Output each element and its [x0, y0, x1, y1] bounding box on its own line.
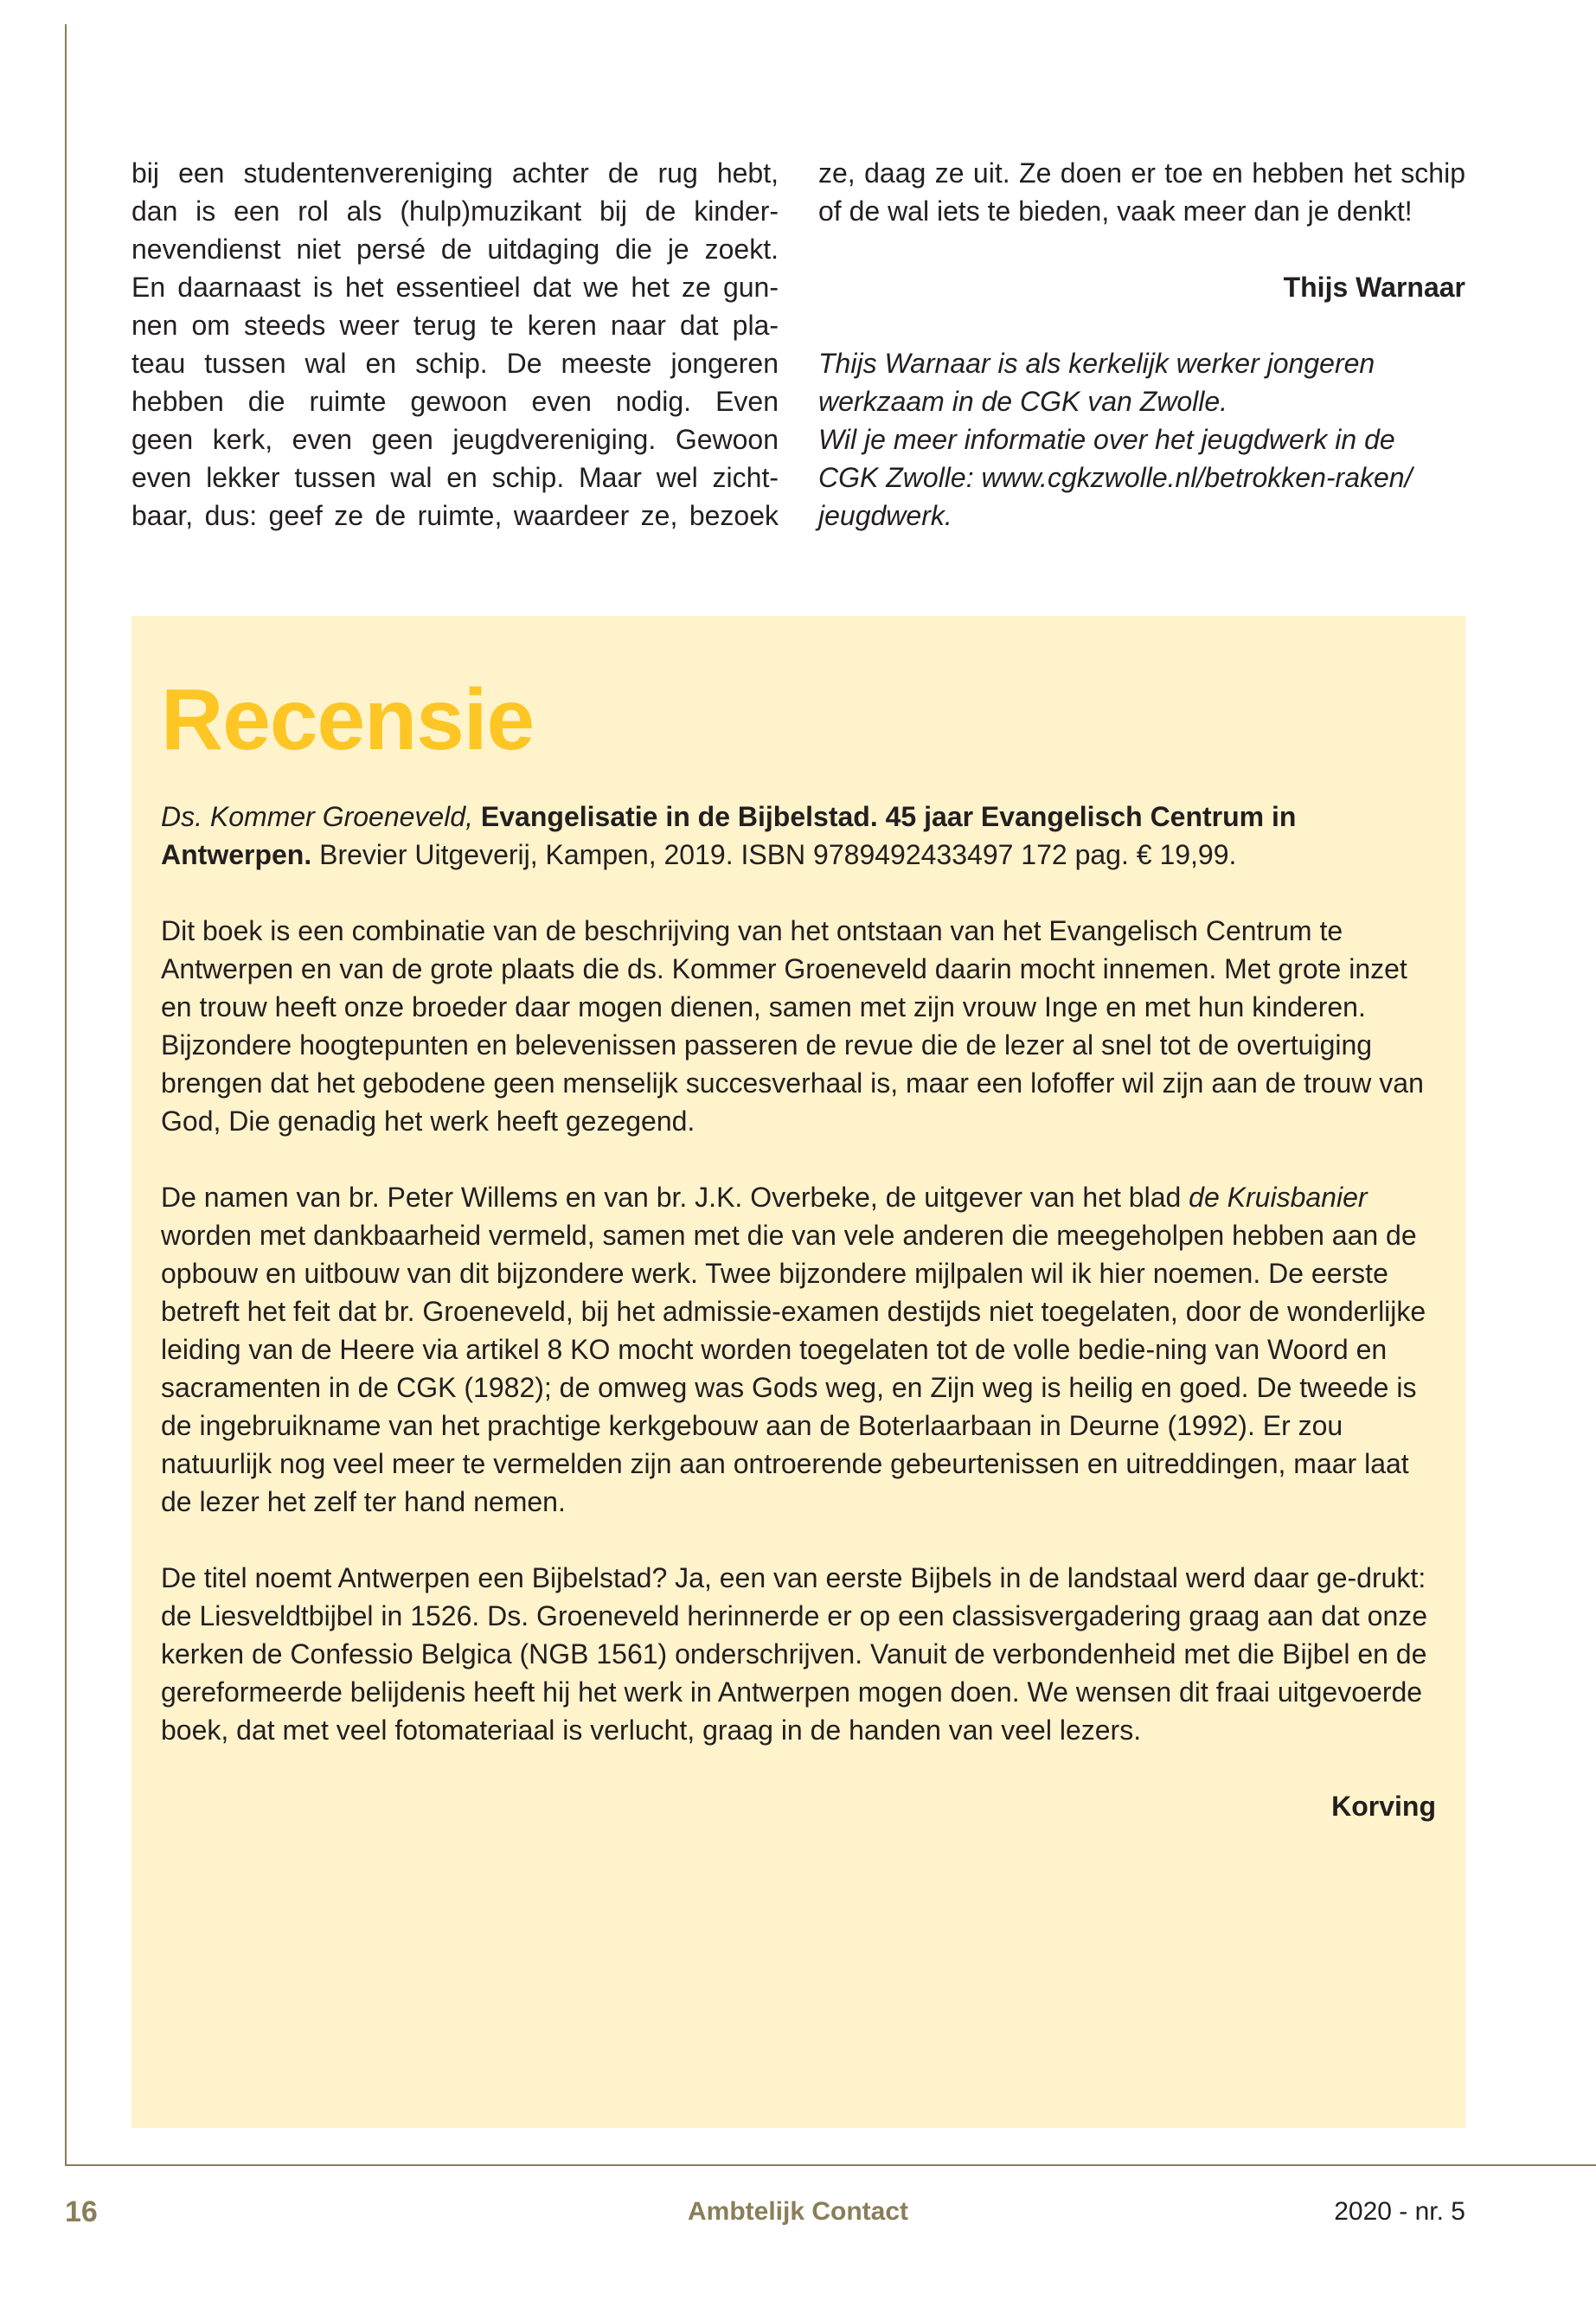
text-line: bij een studentenvereniging achter de rug hebt,	[131, 157, 779, 189]
review-paragraph	[161, 1178, 1436, 1521]
paragraph-text: De namen van br. Peter Willems en van br. J.K. Overbeke, de uitgever van het blad	[161, 1182, 1189, 1213]
text-line: En daarnaast is het essentieel dat we het ze gun-	[131, 272, 779, 303]
text-line: baar, dus: geef ze de ruimte, waardeer ze, bezoek	[131, 500, 779, 531]
magazine-name: Ambtelijk Contact	[687, 2197, 909, 2226]
text-line: nevendienst niet persé de uitdaging die je zoekt.	[131, 234, 779, 265]
book-citation	[161, 798, 1436, 874]
bio-line: jeugdwerk.	[818, 500, 952, 531]
magazine-title-italic: de Kruisbanier	[1189, 1182, 1368, 1213]
text-line: geen kerk, even geen jeugdvereniging. Gewoon	[131, 424, 779, 455]
review-body	[161, 798, 1436, 1863]
bio-line: Wil je meer informatie over het jeugdwerk in de	[818, 424, 1395, 455]
page-number: 16	[65, 2195, 98, 2228]
bio-line: Thijs Warnaar is als kerkelijk werker jongeren	[818, 348, 1375, 379]
bio-line: CGK Zwolle: www.cgkzwolle.nl/betrokken-raken/	[818, 462, 1413, 493]
text-line: ze, daag ze uit. Ze doen er toe en hebben het schip	[818, 157, 1465, 189]
author-bio	[818, 344, 1465, 535]
left-margin-rule	[65, 24, 67, 2166]
bio-line: werkzaam in de CGK van Zwolle.	[818, 386, 1228, 417]
text-line: teau tussen wal en schip. De meeste jongeren	[131, 348, 779, 379]
article-signature: Thijs Warnaar	[1283, 272, 1465, 303]
paragraph-text: worden met dankbaarheid vermeld, samen met die van vele anderen die meegeholpen hebben aan de opbouw en uitbouw van dit bijzondere werk. Twee bijzondere mijlpalen wil ik hier noemen. De eerste betreft het feit dat br. Groeneveld, bij het admissie-examen destijds niet toegelaten, door de wonderlijke leiding van de Heere via artikel 8 KO mocht worden toegelaten tot de volle bedie-ning van Woord en sacramenten in de CGK (1982); de omweg was Gods weg, en Zijn weg is heilig en goed. De tweede is de ingebruikname van het prachtige kerkgebouw aan de Boterlaarbaan in Deurne (1992). Er zou natuurlijk nog veel meer te vermelden zijn aan ontroerende gebeurtenissen en uitreddingen, maar laat de lezer het zelf ter hand nemen.	[161, 1220, 1426, 1517]
text-line: dan is een rol als (hulp)muzikant bij de kinder-	[131, 195, 779, 227]
book-publication: Brevier Uitgeverij, Kampen, 2019. ISBN 9789492433497 172 pag. € 19,99.	[319, 839, 1237, 870]
review-paragraph: De titel noemt Antwerpen een Bijbelstad? Ja, een van eerste Bijbels in de landstaal werd daar ge-drukt: de Liesveldtbijbel in 1526. Ds. Groeneveld herinnerde er op een classisvergadering graag aan dat onze kerken de Confessio Belgica (NGB 1561) onderschrijven. Vanuit de verbondenheid met die Bijbel en de gereformeerde belijdenis heeft hij het werk in Antwerpen mogen doen. We wensen dit fraai uitgevoerde boek, dat met veel fotomateriaal is verlucht, graag in de handen van veel lezers.	[161, 1562, 1428, 1746]
review-paragraph: Dit boek is een combinatie van de beschrijving van het ontstaan van het Evangelisch Centrum te Antwerpen en van de grote plaats die ds. Kommer Groeneveld daarin mocht innemen. Met grote inzet en trouw heeft onze broeder daar mogen dienen, samen met zijn vrouw Inge en met hun kinderen. Bijzondere hoogtepunten en belevenissen passeren de revue die de lezer al snel tot de overtuiging brengen dat het gebodene geen menselijk succesverhaal is, maar een lofoffer wil zijn aan de trouw van God, Die genadig het werk heeft gezegend.	[161, 915, 1424, 1137]
article-column-right	[818, 154, 1465, 535]
review-signature: Korving	[1331, 1791, 1436, 1822]
text-line: of de wal iets te bieden, vaak meer dan je denkt!	[818, 195, 1413, 227]
review-heading: Recensie	[161, 671, 535, 768]
text-line: hebben die ruimte gewoon even nodig. Even	[131, 386, 779, 417]
book-title: Evangelisatie in de Bijbelstad. 45 jaar Evangelisch Centrum in Antwerpen.	[161, 801, 1297, 870]
footer-rule	[65, 2164, 1596, 2166]
text-line: nen om steeds weer terug te keren naar dat pla-	[131, 310, 779, 341]
article-column-left	[131, 154, 779, 535]
review-box	[131, 616, 1465, 2128]
text-line: even lekker tussen wal en schip. Maar wel zicht-	[131, 462, 779, 493]
issue-label: 2020 - nr. 5	[1334, 2197, 1465, 2226]
book-author: Ds. Kommer Groeneveld,	[161, 801, 474, 832]
